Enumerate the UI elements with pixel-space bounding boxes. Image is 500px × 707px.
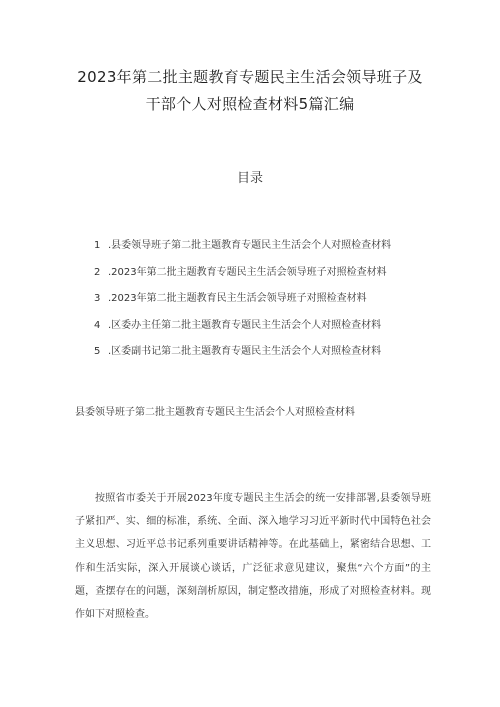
toc-item-number: 2 — [94, 266, 101, 278]
toc-heading: 目录 — [236, 171, 263, 186]
toc-item-text: .区委副书记第二批主题教育专题民主生活会个人对照检查材料 — [108, 346, 382, 357]
toc-item-number: 1 — [94, 240, 101, 251]
toc-item — [94, 342, 454, 369]
toc-item-number: 4 — [94, 319, 101, 331]
toc-item-text: .县委领导班子第二批主题教育专题民主生活会个人对照检查材料 — [108, 240, 392, 251]
toc-item-text: .区委办主任第二批主题教育专题民主生活会个人对照检查材料 — [108, 319, 382, 331]
toc-item — [94, 236, 454, 263]
toc-item-text: .2023年第二批主题教育专题民主生活会领导班子对照检查材料 — [108, 266, 387, 278]
document-title-line-2: 干部个人对照检查材料5篇汇编 — [145, 95, 355, 113]
toc-item-number: 3 — [94, 293, 101, 304]
toc-item-number: 5 — [94, 346, 101, 357]
table-of-contents — [94, 236, 454, 369]
toc-item-text: .2023年第二批主题教育民主生活会领导班子对照检查材料 — [108, 293, 367, 304]
toc-item — [94, 316, 454, 343]
toc-item — [94, 289, 454, 316]
section-heading: 县委领导班子第二批主题教育专题民主生活会个人对照检查材料 — [75, 407, 355, 418]
toc-item — [94, 263, 454, 290]
body-paragraph: 按照省市委关于开展2023年度专题民主生活会的统一安排部署,县委领导班子紧扣严、实、细的标准，系统、全面、深入地学习习近平新时代中国特色社会主义思想、习近平总书记系列重要讲话精神等。在此基础上，紧密结合思想、工作和生活实际，深入开展谈心谈话，广泛征求意见建议，聚焦“六个方面”的主题，查摆存在的问题，深刻剖析原因，制定整改措施，形成了对照检查材料。现作如下对照检查。 — [75, 493, 431, 621]
document-title-line-1: 2023年第二批主题教育专题民主生活会领导班子及 — [77, 68, 423, 86]
